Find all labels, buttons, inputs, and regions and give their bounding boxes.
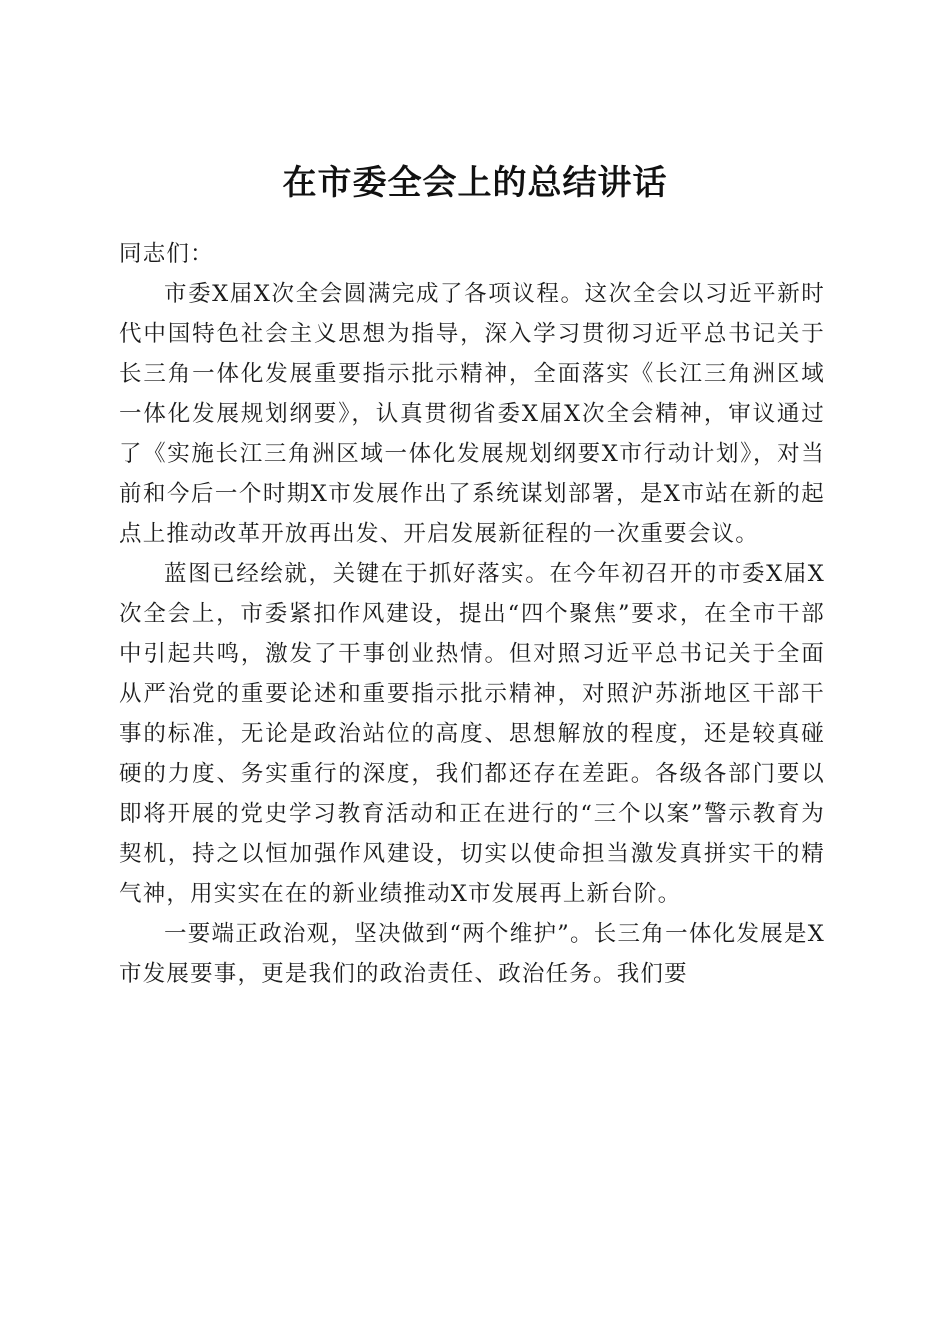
- paragraph-3: 一要端正政治观，坚决做到“两个维护”。长三角一体化发展是X市发展要事，更是我们的政治责任、政治任务。我们要: [119, 921, 825, 987]
- page-title: 在市委全会上的总结讲话: [282, 162, 668, 203]
- paragraph-2: 蓝图已经绘就，关键在于抓好落实。在今年初召开的市委X届X次全会上，市委紧扣作风建设，提出“四个聚焦”要求，在全市干部中引起共鸣，激发了干事创业热情。但对照习近平总书记关于全面从严治党的重要论述和重要指示批示精神，对照沪苏浙地区干部干事的标准，无论是政治站位的高度、思想解放的程度，还是较真碰硬的力度、务实重行的深度，我们都还存在差距。各级各部门要以即将开展的党史学习教育活动和正在进行的“三个以案”警示教育为契机，持之以恒加强作风建设，切实以使命担当激发真拼实干的精气神，用实实在在的新业绩推动X市发展再上新台阶。: [119, 561, 825, 907]
- salutation: 同志们：: [119, 241, 214, 267]
- speech-body: [119, 234, 825, 994]
- paragraph-1: 市委X届X次全会圆满完成了各项议程。这次全会以习近平新时代中国特色社会主义思想为指导，深入学习贯彻习近平总书记关于长三角一体化发展重要指示批示精神，全面落实《长江三角洲区域一体化发展规划纲要》，认真贯彻省委X届X次全会精神，审议通过了《实施长江三角洲区域一体化发展规划纲要X市行动计划》，对当前和今后一个时期X市发展作出了系统谋划部署，是X市站在新的起点上推动改革开放再出发、开启发展新征程的一次重要会议。: [119, 281, 825, 547]
